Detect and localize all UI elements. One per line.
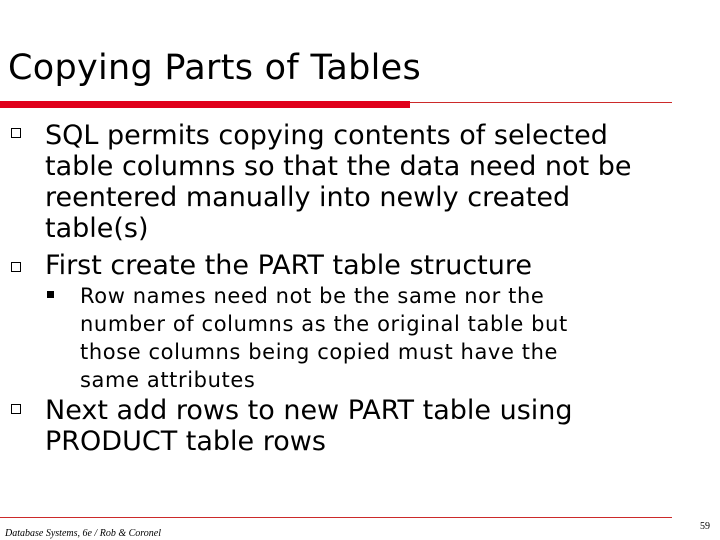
bullet-3-line: PRODUCT table rows	[45, 426, 326, 457]
title-underline-bar	[0, 101, 410, 108]
slide-title: Copying Parts of Tables	[8, 48, 421, 88]
page-number: 59	[700, 521, 710, 532]
bullet-1-line: SQL permits copying contents of selected	[45, 120, 608, 151]
bullet-3-text	[45, 395, 573, 457]
bullet-1-line: reentered manually into newly created	[45, 182, 571, 213]
sub-bullet-line: those columns being copied must have the	[80, 340, 559, 364]
title-underline-line	[410, 102, 672, 103]
bullet-1-text	[45, 120, 632, 244]
bullet-3-line: Next add rows to new PART table using	[45, 395, 573, 426]
bullet-1-line: table columns so that the data need not be	[45, 151, 632, 182]
footer-source: Database Systems, 6e / Rob & Coronel	[5, 528, 162, 539]
sub-bullet-line: number of columns as the original table but	[80, 312, 568, 336]
hollow-square-bullet-icon	[11, 128, 21, 138]
hollow-square-bullet-icon	[11, 262, 21, 272]
bullet-2-line: First create the PART table structure	[45, 250, 532, 281]
sub-bullet-text	[80, 282, 568, 394]
sub-bullet-line: Row names need not be the same nor the	[80, 284, 545, 308]
hollow-square-bullet-icon	[11, 404, 21, 414]
filled-square-bullet-icon	[47, 291, 54, 298]
bullet-2-text	[45, 250, 532, 281]
bullet-1-line: table(s)	[45, 213, 149, 244]
sub-bullet-line: same attributes	[80, 368, 256, 392]
footer-divider	[0, 517, 672, 518]
